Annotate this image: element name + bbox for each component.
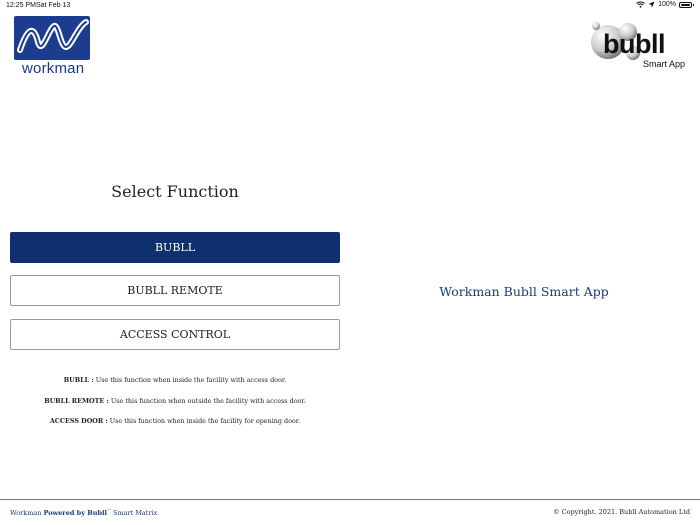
footer-powered-by: Powered by Bubll [43, 509, 107, 518]
description-term: BUBLL REMOTE : [44, 397, 109, 405]
bubll-remote-button[interactable]: BUBLL REMOTE [10, 275, 340, 306]
status-bar [0, 0, 700, 11]
description-text: Use this function when outside the facility with access door. [108, 397, 306, 405]
footer-brand [10, 508, 157, 517]
app-title: Workman Bubll Smart App [439, 284, 609, 299]
wifi-icon [636, 1, 645, 8]
location-arrow-icon [648, 1, 655, 8]
footer-product: Smart Matrix [110, 509, 158, 518]
footer-copyright: © Copyright. 2021. Bubll Automation Ltd [553, 508, 690, 516]
description-term: ACCESS DOOR : [49, 417, 108, 425]
status-time: 12:25 PM [6, 2, 36, 9]
bubll-logo [588, 18, 696, 72]
bubll-button[interactable]: BUBLL [10, 232, 340, 263]
workman-logo-mark [14, 16, 90, 60]
battery-icon [679, 2, 692, 8]
status-indicators [636, 1, 692, 8]
bubll-subtitle: Smart App [643, 59, 686, 69]
status-date: Sat Feb 13 [36, 2, 71, 9]
footer-divider [0, 499, 700, 500]
workman-wordmark: workman [22, 60, 85, 77]
page-title: Select Function [111, 182, 239, 201]
description-term: BUBLL : [63, 376, 94, 384]
description-bubll [10, 376, 340, 384]
description-text: Use this function when inside the facility for opening door. [107, 417, 301, 425]
description-bubll-remote [10, 397, 340, 405]
workman-logo [14, 16, 90, 78]
access-control-button[interactable]: ACCESS CONTROL [10, 319, 340, 350]
footer-trademark: ™ [106, 508, 111, 513]
description-text: Use this function when inside the facility with access door. [93, 376, 287, 384]
description-access-door [10, 417, 340, 425]
bubll-wordmark: bubll [603, 29, 665, 59]
footer-brand-name: Workman [10, 509, 44, 518]
battery-percent: 100% [658, 1, 676, 8]
